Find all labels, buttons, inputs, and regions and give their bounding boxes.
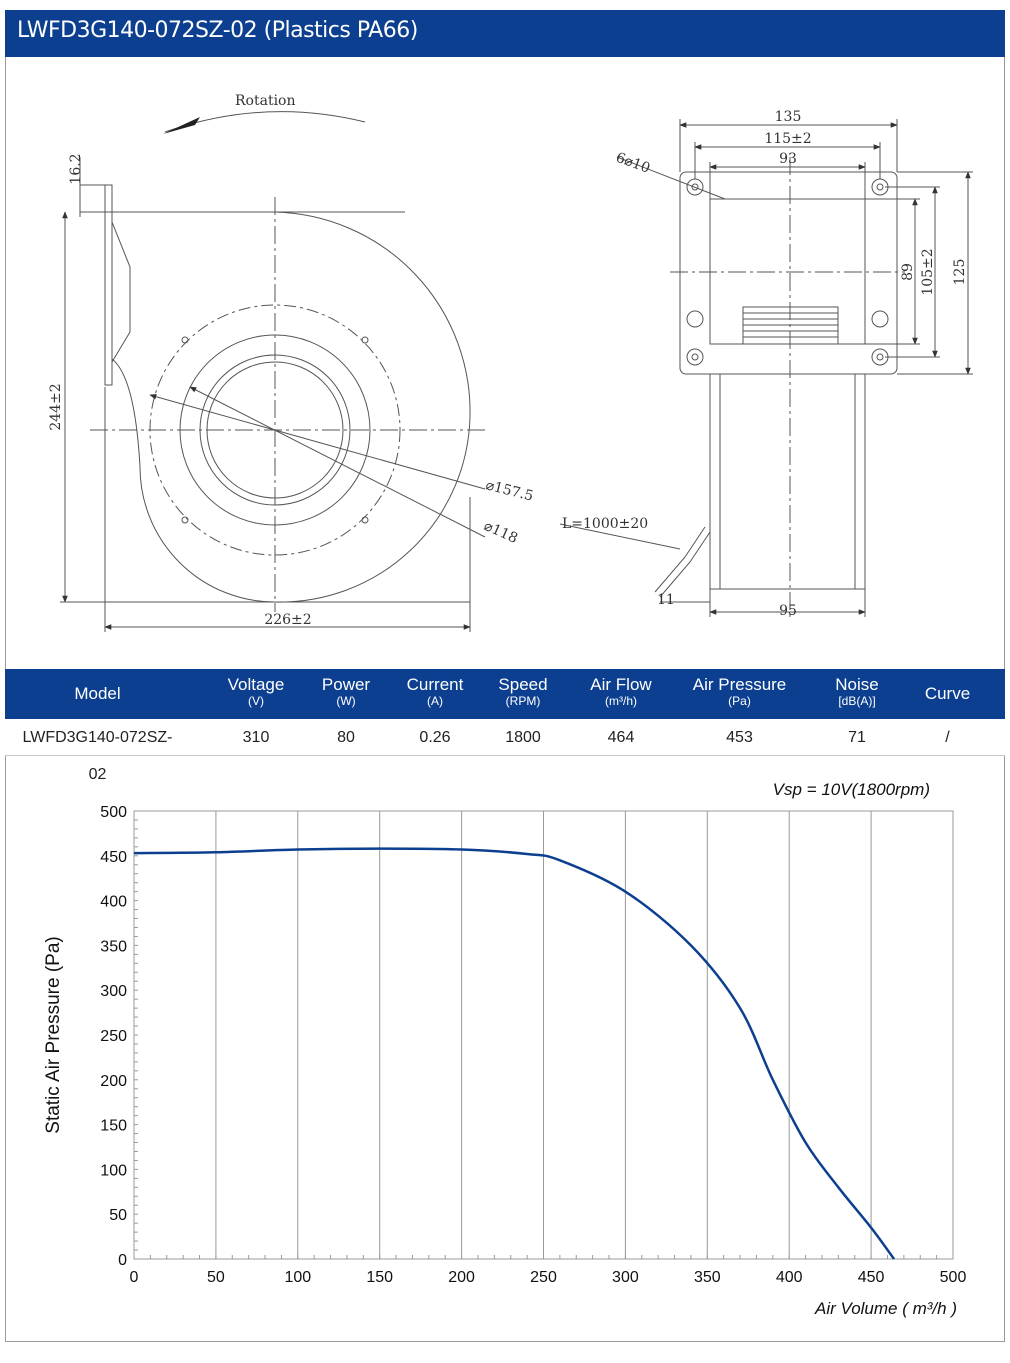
- technical-drawing: [5, 57, 1005, 669]
- y-tick-label: 100: [100, 1162, 127, 1180]
- spec-header-speed: [483, 669, 563, 719]
- dim-89: 89: [900, 263, 916, 281]
- spec-header-label: Air Pressure: [692, 675, 787, 694]
- y-tick-label: 300: [100, 983, 127, 1001]
- cable-length: L=1000±20: [562, 516, 649, 532]
- spec-header-unit: (RPM): [505, 694, 541, 708]
- holes-label: 6⌀10: [613, 149, 653, 177]
- spec-header-label: Current: [406, 675, 464, 694]
- x-tick-label: 500: [939, 1269, 967, 1286]
- x-tick-label: 200: [448, 1269, 475, 1286]
- dim-135: 135: [774, 109, 802, 125]
- title-bar: [5, 10, 1005, 57]
- spec-header-current: [397, 669, 473, 719]
- spec-cell-power: 80: [337, 729, 355, 746]
- rotation-label: Rotation: [235, 93, 296, 109]
- spec-header-unit: (Pa): [728, 694, 751, 708]
- dim-95: 95: [779, 603, 797, 619]
- x-tick-label: 300: [612, 1269, 639, 1286]
- spec-header-unit: (A): [427, 694, 443, 708]
- spec-table-header: [5, 669, 1005, 719]
- spec-header-label: Voltage: [227, 675, 285, 694]
- y-tick-label: 150: [100, 1117, 127, 1135]
- spec-header-model: [15, 669, 180, 719]
- spec-header-air-pressure: [677, 669, 802, 719]
- spec-header-unit: (W): [336, 694, 356, 708]
- dim-11: 11: [657, 592, 675, 608]
- dim-115: 115±2: [764, 131, 812, 147]
- spec-cell-current: 0.26: [419, 729, 451, 746]
- spec-cell-air-flow: 464: [607, 729, 635, 746]
- spec-header-power: [310, 669, 382, 719]
- y-tick-label: 200: [100, 1072, 127, 1090]
- spec-header-label: Speed: [498, 675, 548, 694]
- dim-d157: ⌀157.5: [484, 477, 535, 505]
- dim-16: 16.2: [68, 153, 84, 185]
- spec-header-unit: (V): [248, 694, 264, 708]
- y-tick-label: 450: [100, 848, 127, 866]
- performance-chart: [5, 757, 1005, 1342]
- x-tick-label: 100: [284, 1269, 312, 1286]
- y-tick-label: 350: [100, 938, 127, 956]
- page-title: LWFD3G140-072SZ-02 (Plastics PA66): [17, 18, 418, 43]
- y-tick-label: 400: [100, 893, 127, 911]
- dim-125: 125: [952, 258, 968, 286]
- dim-d118: ⌀118: [481, 518, 520, 547]
- dim-height: 244±2: [48, 383, 64, 431]
- y-tick-label: 250: [100, 1028, 127, 1045]
- spec-cell-air-pressure: 453: [726, 729, 753, 746]
- spec-header-voltage: [220, 669, 292, 719]
- x-tick-label: 250: [530, 1269, 557, 1286]
- chart-annotation: Vsp = 10V(1800rpm): [772, 780, 930, 799]
- spec-cell-curve: /: [945, 729, 950, 746]
- spec-header-label: Curve: [924, 684, 971, 703]
- spec-header-noise: [820, 669, 894, 719]
- spec-header-unit: [dB(A)]: [838, 694, 876, 708]
- x-tick-label: 50: [207, 1269, 225, 1286]
- x-tick-label: 450: [857, 1269, 885, 1286]
- x-tick-label: 400: [775, 1269, 803, 1286]
- spec-header-unit: (m³/h): [605, 694, 637, 708]
- x-axis-label: Air Volume ( m³/h ): [814, 1299, 957, 1318]
- dim-105: 105±2: [920, 248, 936, 296]
- spec-header-label: Noise: [835, 675, 879, 694]
- spec-cell-voltage: 310: [242, 729, 270, 746]
- x-tick-label: 150: [366, 1269, 394, 1286]
- dim-93: 93: [779, 151, 797, 167]
- pressure-curve-line: [134, 849, 894, 1259]
- y-tick-label: 50: [109, 1207, 127, 1225]
- spec-header-label: Air Flow: [590, 675, 652, 694]
- spec-header-label: Model: [74, 684, 121, 703]
- spec-table-row: [5, 719, 1005, 783]
- spec-cell-model: LWFD3G140-072SZ-02: [22, 729, 173, 783]
- spec-cell-noise: 71: [848, 729, 866, 746]
- x-tick-label: 350: [693, 1269, 721, 1286]
- x-tick-label: 0: [129, 1269, 139, 1286]
- y-tick-label: 0: [118, 1252, 127, 1269]
- spec-header-air-flow: [575, 669, 667, 719]
- y-tick-label: 500: [100, 804, 127, 821]
- spec-header-label: Power: [321, 675, 371, 694]
- y-axis-label: Static Air Pressure (Pa): [43, 936, 64, 1134]
- spec-cell-speed: 1800: [505, 729, 541, 746]
- spec-header-curve: [905, 669, 990, 719]
- dim-width: 226±2: [264, 612, 312, 628]
